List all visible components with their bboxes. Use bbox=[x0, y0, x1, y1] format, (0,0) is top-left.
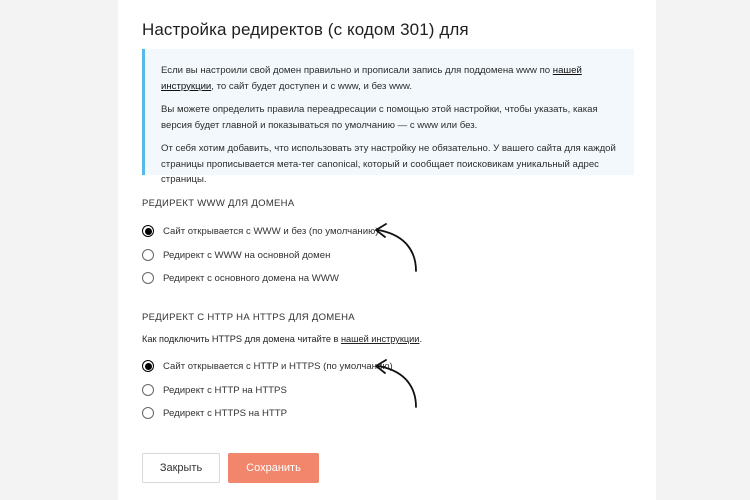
radio-label: Сайт открывается с HTTP и HTTPS (по умолчанию) bbox=[163, 360, 393, 372]
radio-label: Редирект с HTTPS на HTTP bbox=[163, 407, 288, 419]
info-paragraph-3: От себя хотим добавить, что использовать эту настройку не обязательно. У вашего сайта для каждой страницы прописывается мета-тег canonical, который и сообщает поисковикам уникальный адрес страницы. bbox=[161, 143, 616, 185]
https-section-label: РЕДИРЕКТ С HTTP НА HTTPS ДЛЯ ДОМЕНА bbox=[142, 312, 355, 323]
radio-unchecked-icon[interactable] bbox=[142, 249, 154, 261]
radio-https-to-http[interactable] bbox=[142, 406, 287, 420]
radio-www-default[interactable] bbox=[142, 224, 378, 238]
info-p1-text-before: Если вы настроили свой домен правильно и прописали запись для поддомена www по bbox=[161, 65, 553, 76]
info-p1-text-after: , то сайт будет доступен и с www, и без www. bbox=[211, 80, 413, 92]
radio-www-to-main[interactable] bbox=[142, 248, 330, 262]
radio-unchecked-icon[interactable] bbox=[142, 407, 154, 419]
info-paragraph-1 bbox=[161, 63, 616, 94]
info-paragraph-2: Вы можете определить правила переадресации с помощью этой настройки, чтобы указать, какая версия будет главной и показываться по умолчанию — с www или без. bbox=[161, 104, 598, 131]
radio-http-https-default[interactable] bbox=[142, 359, 393, 373]
info-box bbox=[142, 49, 634, 185]
radio-main-to-www[interactable] bbox=[142, 271, 339, 285]
close-button[interactable]: Закрыть bbox=[142, 453, 220, 483]
radio-label: Редирект с основного домена на WWW bbox=[163, 272, 339, 284]
radio-label: Сайт открывается с WWW и без (по умолчанию) bbox=[163, 225, 379, 237]
www-section-label: РЕДИРЕКТ WWW ДЛЯ ДОМЕНА bbox=[142, 198, 295, 209]
radio-http-to-https[interactable] bbox=[142, 383, 287, 397]
radio-checked-icon[interactable] bbox=[142, 225, 154, 237]
radio-unchecked-icon[interactable] bbox=[142, 272, 154, 284]
arrow-pointer-icon bbox=[368, 352, 428, 412]
radio-label: Редирект с WWW на основной домен bbox=[163, 249, 331, 261]
instruction-link[interactable]: нашей инструкции bbox=[161, 65, 582, 92]
https-instruction-link[interactable]: нашей инструкции bbox=[340, 334, 420, 344]
radio-checked-icon[interactable] bbox=[142, 360, 154, 372]
save-button[interactable]: Сохранить bbox=[228, 453, 319, 483]
helper-text-after: . bbox=[419, 334, 423, 344]
arrow-pointer-icon bbox=[368, 218, 428, 278]
radio-unchecked-icon[interactable] bbox=[142, 384, 154, 396]
radio-label: Редирект с HTTP на HTTPS bbox=[163, 384, 287, 396]
helper-text-before: Как подключить HTTPS для домена читайте в bbox=[142, 334, 341, 344]
https-helper-text bbox=[142, 334, 422, 344]
page-title: Настройка редиректов (с кодом 301) для bbox=[142, 20, 469, 39]
